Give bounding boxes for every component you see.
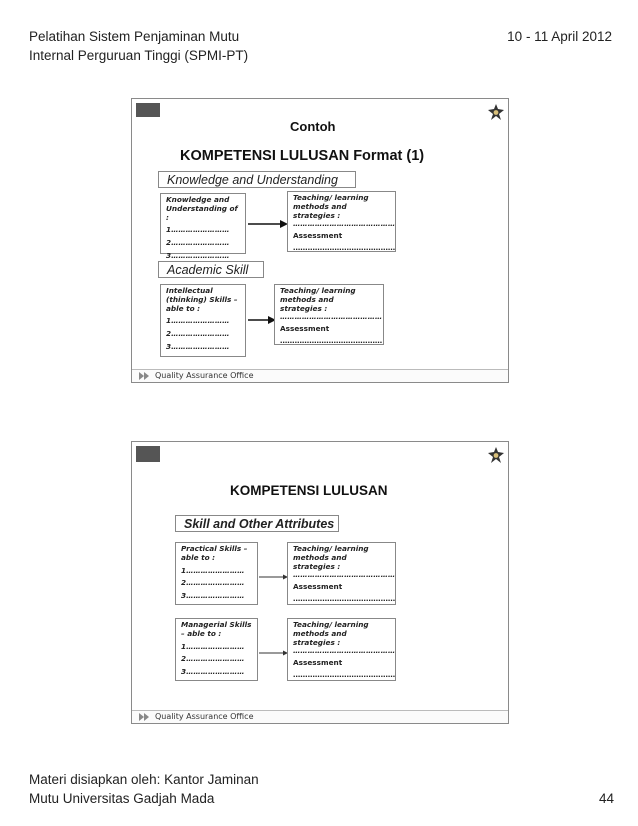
assessment-label: Assessment bbox=[293, 658, 343, 668]
slide-corner-mark bbox=[136, 446, 160, 462]
double-arrow-icon bbox=[139, 713, 149, 721]
list-item: 3…………………… bbox=[166, 250, 230, 260]
teaching-methods-box bbox=[287, 542, 396, 605]
slide-title: KOMPETENSI LULUSAN bbox=[230, 483, 388, 498]
page-header-title bbox=[29, 27, 248, 65]
page-footer-credit bbox=[29, 770, 259, 808]
assessment-label: Assessment bbox=[280, 324, 330, 334]
list-item: 1…………………… bbox=[181, 565, 245, 575]
list-item: 1…………………… bbox=[166, 225, 230, 235]
list-item: 2…………………… bbox=[166, 238, 230, 248]
right-arrow-icon bbox=[248, 315, 276, 325]
list-item: 3…………………… bbox=[166, 341, 230, 351]
teaching-methods-box bbox=[274, 284, 384, 345]
slide-subtitle: KOMPETENSI LULUSAN Format (1) bbox=[180, 148, 425, 164]
right-arrow-icon bbox=[259, 650, 288, 656]
right-arrow-icon bbox=[248, 219, 288, 229]
placeholder-dots: …………………………………… bbox=[293, 593, 396, 603]
box-intro: Knowledge and Understanding of : bbox=[166, 195, 238, 222]
placeholder-dots: …………………………………… bbox=[293, 219, 396, 229]
teaching-methods-box bbox=[287, 618, 396, 681]
placeholder-dots: …………………………………… bbox=[293, 570, 396, 580]
university-emblem-icon bbox=[488, 104, 504, 120]
header-title-line1: Pelatihan Sistem Penjaminan Mutu bbox=[29, 29, 240, 44]
footer-line1: Materi disiapkan oleh: Kantor Jaminan bbox=[29, 772, 259, 787]
practical-skills-box bbox=[175, 542, 258, 605]
list-item: 1…………………… bbox=[166, 316, 230, 326]
box-title: Teaching/ learning methods and strategies : bbox=[280, 286, 356, 313]
list-item: 1…………………… bbox=[181, 641, 245, 651]
box-title: Teaching/ learning methods and strategies : bbox=[293, 544, 369, 571]
list-item: 2…………………… bbox=[181, 578, 245, 588]
header-title-line2: Internal Perguruan Tinggi (SPMI-PT) bbox=[29, 48, 249, 63]
section-label-knowledge: Knowledge and Understanding bbox=[158, 171, 356, 188]
slide-footer bbox=[132, 369, 508, 382]
box-intro: Managerial Skills – able to : bbox=[181, 620, 252, 638]
placeholder-dots: …………………………………… bbox=[293, 669, 396, 679]
footer-line2: Mutu Universitas Gadjah Mada bbox=[29, 791, 215, 806]
slide-title: Contoh bbox=[290, 119, 336, 134]
section-label-academic: Academic Skill bbox=[158, 261, 264, 278]
box-title: Teaching/ learning methods and strategies : bbox=[293, 620, 369, 647]
placeholder-dots: …………………………………… bbox=[293, 242, 396, 252]
header-date: 10 - 11 April 2012 bbox=[507, 29, 612, 44]
intellectual-skills-box bbox=[160, 284, 246, 357]
placeholder-dots: …………………………………… bbox=[280, 335, 383, 345]
box-intro: Intellectual (thinking) Skills – able to : bbox=[166, 286, 238, 313]
box-title: Teaching/ learning methods and strategies : bbox=[293, 193, 369, 220]
section-label-skills: Skill and Other Attributes bbox=[175, 515, 339, 532]
slide-corner-mark bbox=[136, 103, 160, 117]
list-item: 2…………………… bbox=[181, 654, 245, 664]
assessment-label: Assessment bbox=[293, 582, 343, 592]
box-intro: Practical Skills – able to : bbox=[181, 544, 248, 562]
placeholder-dots: …………………………………… bbox=[280, 312, 383, 322]
slide-footer bbox=[132, 710, 508, 723]
page-number: 44 bbox=[598, 791, 614, 806]
slide-footer-text: Quality Assurance Office bbox=[155, 371, 254, 380]
slide-footer-text: Quality Assurance Office bbox=[155, 712, 254, 721]
list-item: 3…………………… bbox=[181, 591, 245, 601]
slide-1 bbox=[131, 98, 509, 383]
slide-2 bbox=[131, 441, 509, 724]
placeholder-dots: …………………………………… bbox=[293, 646, 396, 656]
knowledge-outcomes-box bbox=[160, 193, 246, 260]
university-emblem-icon bbox=[488, 447, 504, 463]
teaching-methods-box bbox=[287, 191, 396, 252]
managerial-skills-box bbox=[175, 618, 258, 681]
list-item: 3…………………… bbox=[181, 667, 245, 677]
list-item: 2…………………… bbox=[166, 329, 230, 339]
right-arrow-icon bbox=[259, 574, 288, 580]
assessment-label: Assessment bbox=[293, 231, 343, 241]
double-arrow-icon bbox=[139, 372, 149, 380]
